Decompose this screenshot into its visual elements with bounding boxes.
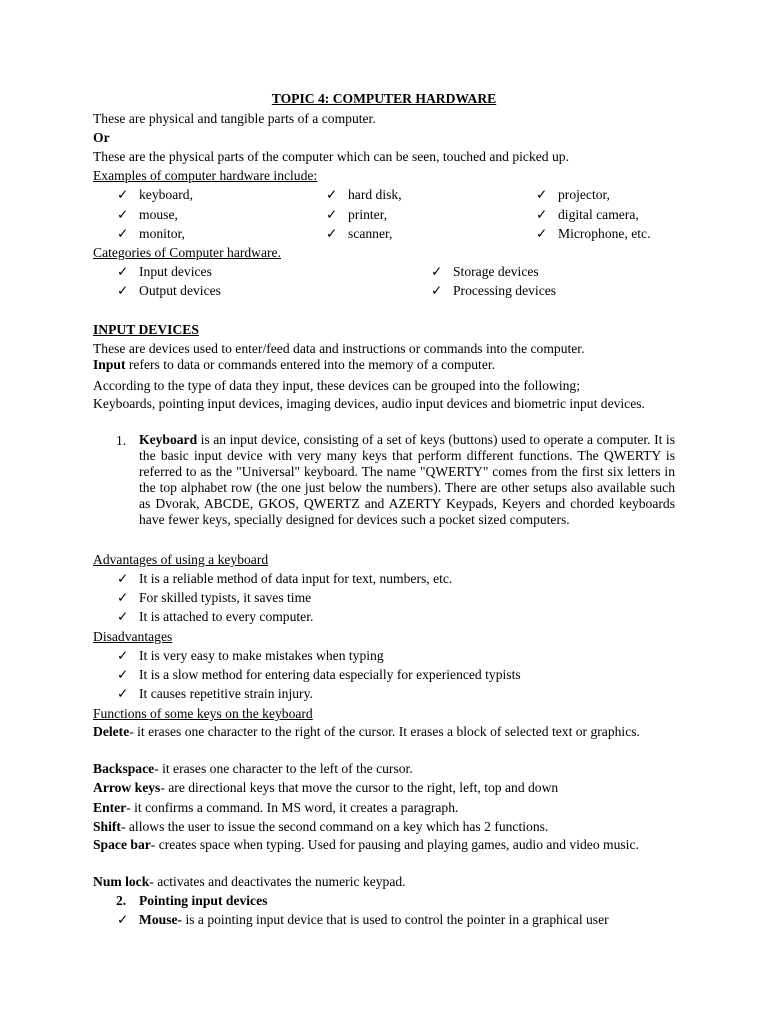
- advantage-item: ✓ It is a reliable method of data input for text, numbers, etc.: [117, 571, 453, 586]
- category-item: ✓ Processing devices: [431, 283, 557, 298]
- category-item: ✓ Input devices: [117, 264, 212, 279]
- check-icon: ✓: [117, 667, 129, 682]
- keyboard-paragraph: Keyboard is an input device, consisting of a set of keys (buttons) used to operate a computer. It is the basic input device with very many keys that perform different functions. The QWERTY is referred to as the "Universal" keyboard. The name "QWERTY" comes from the first six letters in the top alphabet row (the one just below the numbers). There are other setups also available such as Dvorak, ABCDE, GKOS, QWERTZ and AZERTY Keypads, Keyers and chorded keyboards have fewer keys, specially designed for devices such a pocket sized computers.: [139, 432, 675, 527]
- device-types-text: Keyboards, pointing input devices, imaging devices, audio input devices and biometric input devices.: [93, 396, 645, 411]
- check-icon: ✓: [117, 187, 129, 202]
- categories-heading: Categories of Computer hardware.: [93, 245, 281, 260]
- example-item: ✓ mouse,: [117, 207, 178, 222]
- example-item: ✓ keyboard,: [117, 187, 193, 202]
- example-item: ✓ Microphone, etc.: [536, 226, 651, 241]
- check-icon: ✓: [117, 226, 129, 241]
- example-item: ✓ scanner,: [326, 226, 393, 241]
- disadvantage-item: ✓ It is very easy to make mistakes when typing: [117, 648, 384, 663]
- key-function-shift: Shift- allows the user to issue the second command on a key which has 2 functions.: [93, 819, 549, 834]
- key-function-arrows: Arrow keys- are directional keys that move the cursor to the right, left, top and down: [93, 780, 559, 795]
- key-functions-heading: Functions of some keys on the keyboard: [93, 706, 313, 721]
- check-icon: ✓: [536, 226, 548, 241]
- check-icon: ✓: [117, 571, 129, 586]
- example-item: ✓ projector,: [536, 187, 610, 202]
- check-icon: ✓: [117, 609, 129, 624]
- key-function-spacebar: Space bar- creates space when typing. Used for pausing and playing games, audio and video music.: [93, 837, 639, 852]
- category-item: ✓ Storage devices: [431, 264, 539, 279]
- check-icon: ✓: [117, 264, 129, 279]
- disadvantage-item: ✓ It is a slow method for entering data especially for experienced typists: [117, 667, 521, 682]
- pointing-devices-heading: Pointing input devices: [139, 893, 268, 908]
- key-function-backspace: Backspace- it erases one character to the left of the cursor.: [93, 761, 413, 776]
- definition-2: These are the physical parts of the computer which can be seen, touched and picked up.: [93, 149, 569, 164]
- check-icon: ✓: [117, 207, 129, 222]
- example-item: ✓ printer,: [326, 207, 388, 222]
- check-icon: ✓: [431, 264, 443, 279]
- examples-heading: Examples of computer hardware include:: [93, 168, 318, 183]
- key-function-delete: Delete- it erases one character to the right of the cursor. It erases a block of selected text or graphics.: [93, 724, 640, 739]
- check-icon: ✓: [117, 590, 129, 605]
- example-item: ✓ digital camera,: [536, 207, 639, 222]
- mouse-item: ✓ Mouse- is a pointing input device that is used to control the pointer in a graphical user: [117, 912, 609, 927]
- disadvantages-heading: Disadvantages: [93, 629, 173, 644]
- check-icon: ✓: [536, 187, 548, 202]
- page-title: TOPIC 4: COMPUTER HARDWARE: [271, 91, 497, 106]
- advantage-item: ✓ It is attached to every computer.: [117, 609, 314, 624]
- key-function-numlock: Num lock- activates and deactivates the numeric keypad.: [93, 874, 406, 889]
- check-icon: ✓: [326, 187, 338, 202]
- example-item: ✓ monitor,: [117, 226, 185, 241]
- list-number: 2.: [116, 893, 127, 908]
- check-icon: ✓: [326, 207, 338, 222]
- check-icon: ✓: [117, 283, 129, 298]
- check-icon: ✓: [117, 912, 129, 927]
- check-icon: ✓: [536, 207, 548, 222]
- advantages-heading: Advantages of using a keyboard: [93, 552, 269, 567]
- input-definition: Input refers to data or commands entered into the memory of a computer.: [93, 357, 496, 372]
- check-icon: ✓: [326, 226, 338, 241]
- check-icon: ✓: [431, 283, 443, 298]
- definition-1: These are physical and tangible parts of a computer.: [93, 111, 376, 126]
- check-icon: ✓: [117, 686, 129, 701]
- list-number: 1.: [116, 433, 127, 448]
- or-label: Or: [93, 130, 110, 145]
- category-item: ✓ Output devices: [117, 283, 221, 298]
- example-item: ✓ hard disk,: [326, 187, 402, 202]
- key-function-enter: Enter- it confirms a command. In MS word, it creates a paragraph.: [93, 800, 459, 815]
- input-devices-heading: INPUT DEVICES: [93, 322, 199, 337]
- disadvantage-item: ✓ It causes repetitive strain injury.: [117, 686, 313, 701]
- check-icon: ✓: [117, 648, 129, 663]
- input-devices-definition: These are devices used to enter/feed data and instructions or commands into the computer.: [93, 341, 585, 356]
- grouping-text: According to the type of data they input, these devices can be grouped into the following;: [93, 378, 580, 393]
- advantage-item: ✓ For skilled typists, it saves time: [117, 590, 312, 605]
